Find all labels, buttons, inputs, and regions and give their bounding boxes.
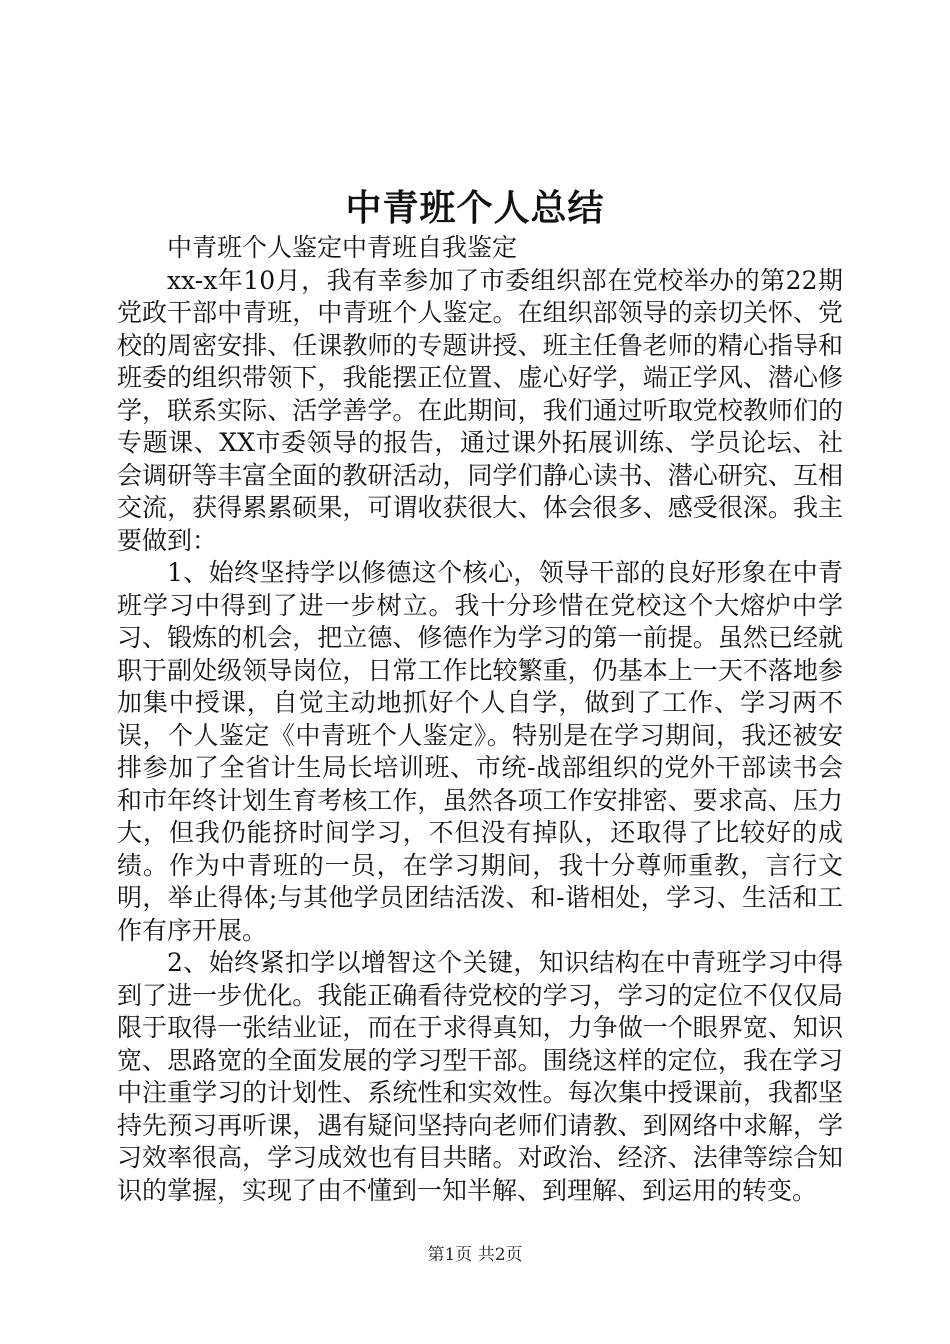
document-body (117, 232, 843, 1207)
paragraph-subtitle: 中青班个人鉴定中青班自我鉴定 (167, 233, 518, 262)
document-title: 中青班个人总结 (345, 187, 605, 229)
paragraph-point-1: 1、始终坚持学以修德这个核心，领导干部的良好形象在中青班学习中得到了进一步树立。我十分珍惜在党校这个大熔炉中学习、锻炼的机会，把立德、修德作为学习的第一前提。虽然已经就职于副处级领导岗位，日常工作比较繁重，仍基本上一天不落地参加集中授课，自觉主动地抓好个人自学，做到了工作、学习两不误，个人鉴定《中青班个人鉴定》。特别是在学习期间，我还被安排参加了全省计生局长培训班、市统-战部组织的党外干部读书会和市年终计划生育考核工作，虽然各项工作安排密、要求高、压力大，但我仍能挤时间学习，不但没有掉队，还取得了比较好的成绩。作为中青班的一员，在学习期间，我十分尊师重教，言行文明，举止得体;与其他学员团结活泼、和-谐相处，学习、生活和工作有序开展。 (117, 558, 843, 945)
paragraph-intro: xx-x年10月，我有幸参加了市委组织部在党校举办的第22期党政干部中青班，中青班个人鉴定。在组织部领导的亲切关怀、党校的周密安排、任课教师的专题讲授、班主任鲁老师的精心指导和班委的组织带领下，我能摆正位置、虚心好学，端正学风、潜心修学，联系实际、活学善学。在此期间，我们通过听取党校教师们的专题课、XX市委领导的报告，通过课外拓展训练、学员论坛、社会调研等丰富全面的教研活动，同学们静心读书、潜心研究、互相交流，获得累累硕果，可谓收获很大、体会很多、感受很深。我主要做到： (117, 265, 843, 555)
page-footer: 第1页 共2页 (427, 1245, 523, 1265)
paragraph-point-2: 2、始终紧扣学以增智这个关键，知识结构在中青班学习中得到了进一步优化。我能正确看待党校的学习，学习的定位不仅仅局限于取得一张结业证，而在于求得真知，力争做一个眼界宽、知识宽、思路宽的全面发展的学习型干部。围绕这样的定位，我在学习中注重学习的计划性、系统性和实效性。每次集中授课前，我都坚持先预习再听课，遇有疑问坚持向老师们请教、到网络中求解，学习效率很高，学习成效也有目共睹。对政治、经济、法律等综合知识的掌握，实现了由不懂到一知半解、到理解、到运用的转变。 (117, 948, 843, 1205)
